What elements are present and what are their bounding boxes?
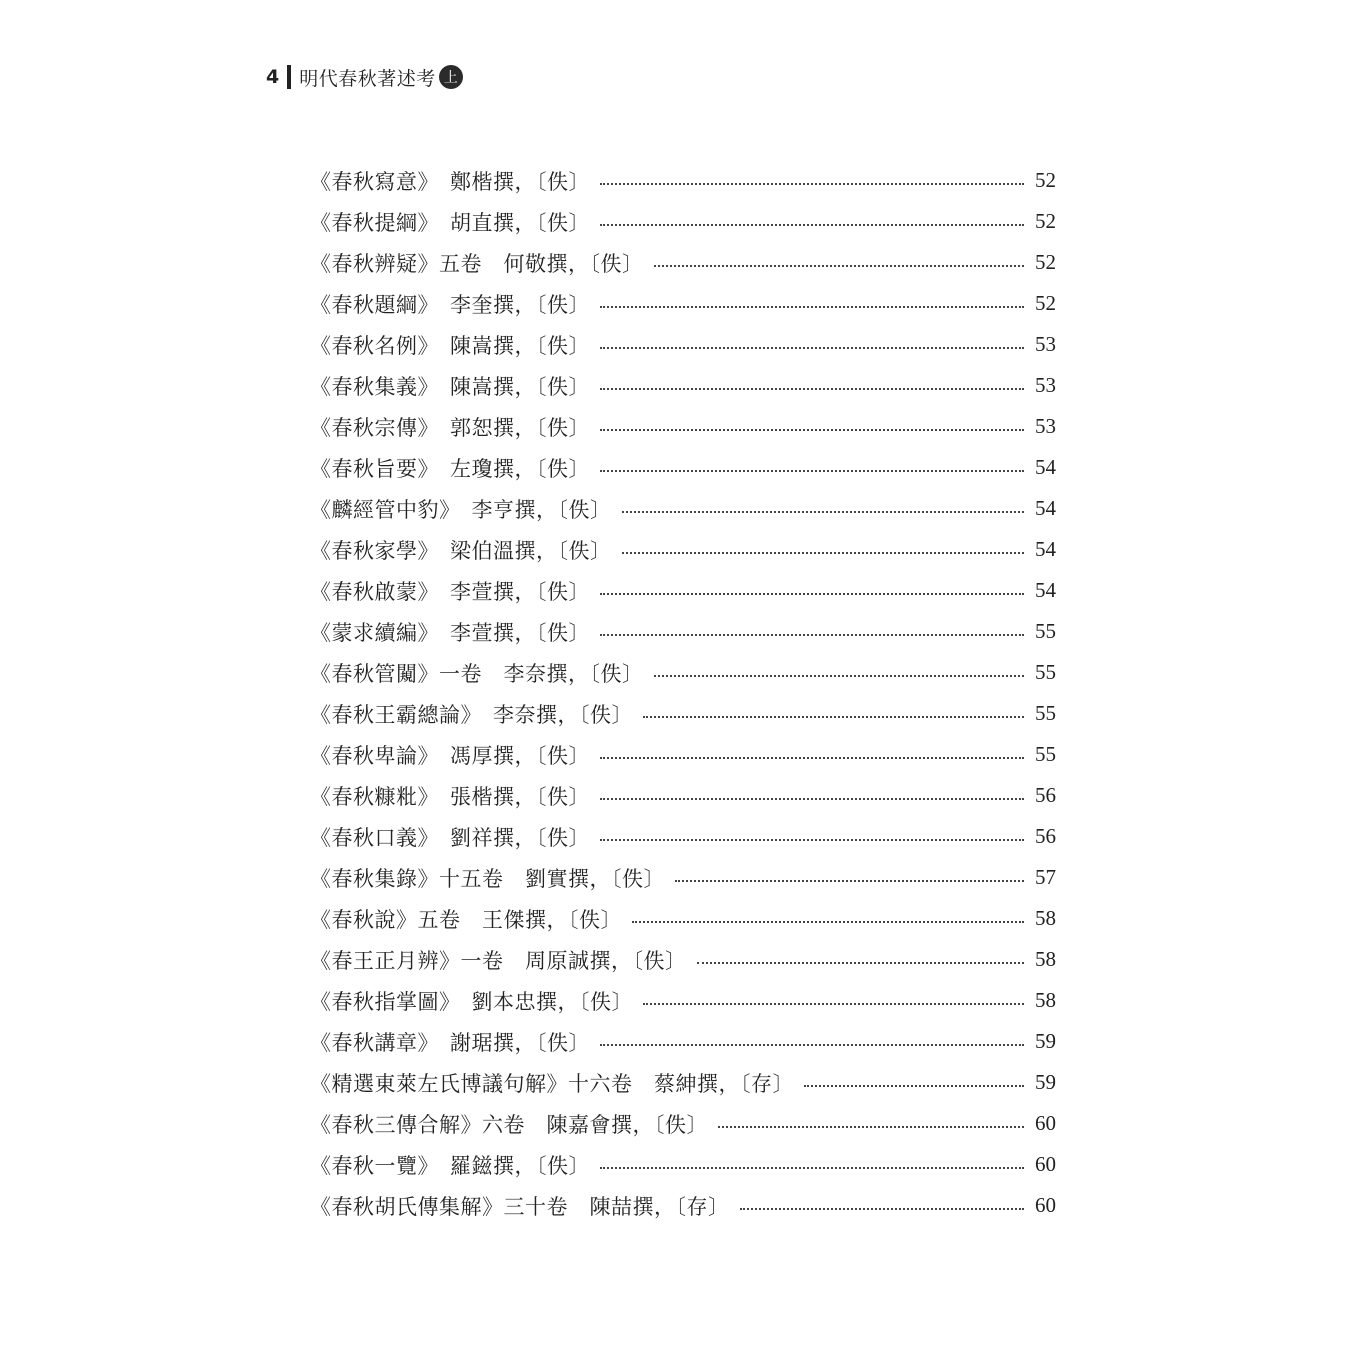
dot-leader: [600, 593, 1024, 595]
toc-entry-title: 《春秋旨要》 左瓊撰，〔佚〕: [310, 456, 590, 481]
dot-leader: [697, 962, 1025, 964]
toc-entry: [310, 939, 1056, 980]
dot-leader: [804, 1085, 1024, 1087]
dot-leader: [675, 880, 1024, 882]
toc-entry-title: 《春秋提綱》 胡直撰，〔佚〕: [310, 210, 590, 235]
toc-entry-title: 《春秋一覽》 羅鎡撰，〔佚〕: [310, 1153, 590, 1178]
toc-entry-page: 52: [1035, 168, 1056, 192]
toc-entry-page: 60: [1035, 1152, 1056, 1176]
toc-entry-title: 《春秋集錄》十五卷 劉實撰，〔佚〕: [310, 866, 665, 891]
toc-entry-page: 54: [1035, 537, 1056, 561]
toc-entry-title: 《春秋指掌圖》 劉本忠撰，〔佚〕: [310, 989, 633, 1014]
toc-entry-page: 53: [1035, 332, 1056, 356]
dot-leader: [600, 306, 1024, 308]
toc-entry: [310, 365, 1056, 406]
toc-entry-title: 《春秋家學》 梁伯溫撰，〔佚〕: [310, 538, 612, 563]
dot-leader: [600, 388, 1024, 390]
toc-entry: [310, 488, 1056, 529]
toc-entry: [310, 447, 1056, 488]
toc-entry-page: 55: [1035, 619, 1056, 643]
dot-leader: [600, 798, 1024, 800]
book-title: 明代春秋著述考: [299, 67, 436, 90]
toc-entry-title: 《春秋宗傳》 郭恕撰，〔佚〕: [310, 415, 590, 440]
toc-entry-title: 《春王正月辨》一卷 周原誠撰，〔佚〕: [310, 948, 687, 973]
page-number: 4: [266, 66, 280, 88]
toc-entry-page: 60: [1035, 1193, 1056, 1217]
toc-entry: [310, 1062, 1056, 1103]
toc-entry: [310, 283, 1056, 324]
dot-leader: [600, 839, 1024, 841]
toc-entry: [310, 816, 1056, 857]
dot-leader: [632, 921, 1024, 923]
toc-entry-title: 《春秋名例》 陳嵩撰，〔佚〕: [310, 333, 590, 358]
toc-entry-title: 《麟經管中豹》 李亨撰，〔佚〕: [310, 497, 612, 522]
toc-entry: [310, 529, 1056, 570]
toc-entry: [310, 652, 1056, 693]
toc-entry: [310, 406, 1056, 447]
dot-leader: [600, 183, 1024, 185]
volume-badge: 上: [439, 65, 463, 89]
toc-entry: [310, 324, 1056, 365]
toc-entry-page: 59: [1035, 1070, 1056, 1094]
toc-entry: [310, 570, 1056, 611]
toc-entry-page: 53: [1035, 414, 1056, 438]
dot-leader: [600, 470, 1024, 472]
dot-leader: [600, 634, 1024, 636]
dot-leader: [600, 1167, 1024, 1169]
toc-entry: [310, 242, 1056, 283]
toc-entry: [310, 980, 1056, 1021]
dot-leader: [622, 552, 1025, 554]
toc-entry-title: 《春秋集義》 陳嵩撰，〔佚〕: [310, 374, 590, 399]
toc-entry-page: 52: [1035, 291, 1056, 315]
toc-entry-page: 55: [1035, 660, 1056, 684]
toc-entry-page: 58: [1035, 947, 1056, 971]
toc-entry-title: 《春秋三傳合解》六卷 陳嘉會撰，〔佚〕: [310, 1112, 708, 1137]
toc-entry-title: 《春秋王霸總論》 李奈撰，〔佚〕: [310, 702, 633, 727]
toc-entry-page: 60: [1035, 1111, 1056, 1135]
dot-leader: [643, 716, 1024, 718]
toc-entry: [310, 611, 1056, 652]
toc-entry-page: 54: [1035, 455, 1056, 479]
toc-entry-page: 52: [1035, 250, 1056, 274]
dot-leader: [622, 511, 1025, 513]
toc-entry: [310, 734, 1056, 775]
dot-leader: [600, 757, 1024, 759]
toc-entry-title: 《春秋辨疑》五卷 何敬撰，〔佚〕: [310, 251, 644, 276]
toc-entry-page: 54: [1035, 578, 1056, 602]
table-of-contents: [310, 160, 1056, 1226]
toc-entry-title: 《春秋啟蒙》 李萱撰，〔佚〕: [310, 579, 590, 604]
dot-leader: [600, 224, 1024, 226]
toc-entry-title: 《春秋講章》 謝琚撰，〔佚〕: [310, 1030, 590, 1055]
toc-entry-page: 54: [1035, 496, 1056, 520]
toc-entry: [310, 160, 1056, 201]
toc-entry-page: 58: [1035, 906, 1056, 930]
toc-entry-page: 55: [1035, 701, 1056, 725]
dot-leader: [654, 675, 1025, 677]
dot-leader: [718, 1126, 1024, 1128]
toc-entry-page: 56: [1035, 783, 1056, 807]
toc-entry-title: 《春秋寫意》 鄭楷撰，〔佚〕: [310, 169, 590, 194]
toc-entry: [310, 1103, 1056, 1144]
toc-entry-page: 58: [1035, 988, 1056, 1012]
toc-entry-title: 《蒙求續編》 李萱撰，〔佚〕: [310, 620, 590, 645]
toc-entry: [310, 201, 1056, 242]
toc-entry-page: 53: [1035, 373, 1056, 397]
toc-entry: [310, 1144, 1056, 1185]
dot-leader: [600, 347, 1024, 349]
toc-entry-page: 56: [1035, 824, 1056, 848]
toc-entry-title: 《春秋說》五卷 王傑撰，〔佚〕: [310, 907, 622, 932]
toc-entry-title: 《春秋題綱》 李奎撰，〔佚〕: [310, 292, 590, 317]
toc-entry-title: 《春秋口義》 劉祥撰，〔佚〕: [310, 825, 590, 850]
toc-entry-title: 《春秋管闚》一卷 李奈撰，〔佚〕: [310, 661, 644, 686]
toc-entry-page: 55: [1035, 742, 1056, 766]
toc-entry: [310, 857, 1056, 898]
toc-entry: [310, 1185, 1056, 1226]
toc-entry-page: 52: [1035, 209, 1056, 233]
toc-entry-page: 57: [1035, 865, 1056, 889]
dot-leader: [740, 1208, 1025, 1210]
toc-entry-title: 《春秋糠粃》 張楷撰，〔佚〕: [310, 784, 590, 809]
toc-entry-page: 59: [1035, 1029, 1056, 1053]
dot-leader: [643, 1003, 1024, 1005]
toc-entry-title: 《春秋胡氏傳集解》三十卷 陳喆撰，〔存〕: [310, 1194, 730, 1219]
toc-entry: [310, 775, 1056, 816]
header-divider: [287, 65, 291, 89]
toc-entry: [310, 693, 1056, 734]
dot-leader: [600, 429, 1024, 431]
toc-entry-title: 《精選東萊左氏博議句解》十六卷 蔡紳撰，〔存〕: [310, 1071, 794, 1096]
dot-leader: [654, 265, 1025, 267]
dot-leader: [600, 1044, 1024, 1046]
toc-entry: [310, 898, 1056, 939]
toc-entry: [310, 1021, 1056, 1062]
toc-entry-title: 《春秋卑論》 馮厚撰，〔佚〕: [310, 743, 590, 768]
running-head: [266, 60, 463, 94]
